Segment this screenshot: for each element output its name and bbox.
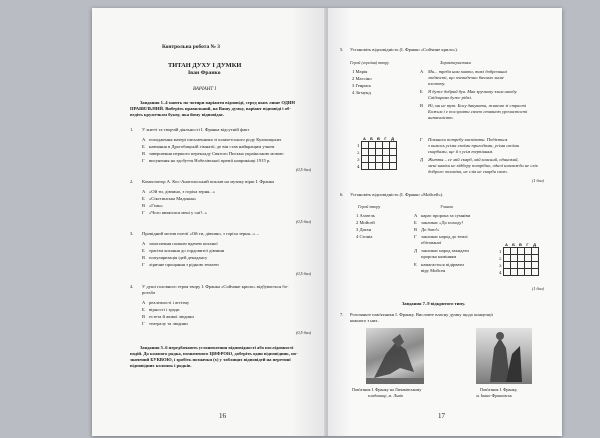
ivano-frankivsk-monument-photo: [476, 328, 532, 384]
q6-score: (1 бал): [532, 286, 544, 291]
q6-cell[interactable]: [531, 269, 538, 276]
q5-char-d-line-3: скарбами, ще й з усім терпінням.: [428, 149, 494, 154]
q5-cell[interactable]: [361, 163, 368, 170]
q2-option-b[interactable]: Б «Сікстинська Мадонна»: [142, 196, 197, 201]
q1-text: У житті та творчій діяльності І. Франка відсутній факт: [142, 127, 250, 132]
q5-answer-grid: А Б В Г Д 1 2 3 4: [354, 136, 397, 170]
q6-hero-1: 1 Азазель: [356, 213, 375, 218]
caption-if-line-1: Пам'ятник І. Франку,: [480, 387, 518, 392]
q6-cell[interactable]: [524, 248, 531, 255]
q5-char-c-line-1: Ні, ми не тут. Богу дякувати, живемо зі страсті: [428, 103, 527, 108]
q5-char-c-letter: В: [420, 103, 424, 108]
q1-option-c[interactable]: В завершення першого перекладу Святого Письма українською мовою: [142, 151, 284, 156]
q4-option-c[interactable]: В естета й живої людини: [142, 314, 194, 319]
q5-char-a-line-2: людкості, що очевидечно бачимо лише: [428, 75, 504, 80]
q5-cell[interactable]: [375, 142, 382, 149]
book-spread: [92, 8, 562, 436]
q2-option-a[interactable]: А «Ой ти, дівчино, з горіха зерня...»: [142, 189, 215, 194]
q4-option-d[interactable]: Г театралу та людини: [142, 321, 188, 326]
lviv-monument-photo: [366, 328, 424, 384]
q5-cell[interactable]: [389, 142, 396, 149]
q4-text-cont: ротьба: [142, 290, 156, 295]
q1-option-d[interactable]: Г висунення на здобуття Нобелівської премії наприкінці 1915 р.: [142, 158, 271, 163]
q7-text: Розгляньте пам'ятники І. Франку. Висловте власну думку щодо концепції: [350, 312, 493, 317]
q5-char-e-line-1: Життя – се мій скарб, мій власний, одинокий,: [428, 157, 519, 162]
q6-hero-4: 4 Стоніа: [356, 234, 373, 239]
q5-char-b-line-2: Свідоцтва дуже рідкі.: [428, 95, 473, 100]
instructions2-line-4: відповідних колонок і рядків.: [130, 363, 192, 368]
instructions2-line-3: значений БУКВОЮ, і зробіть позначки (х) у таблицях відповідей на перетині: [130, 357, 291, 362]
q6-cell[interactable]: [531, 262, 538, 269]
q4-option-a[interactable]: А реалізмості і аттізму: [142, 300, 190, 305]
q6-cell[interactable]: [517, 269, 524, 276]
q6-act-c-cont: обітованої: [421, 240, 442, 245]
instructions-line-1: Завдання 1–4 мають по чотири варіанти відповіді, серед яких лише ОДИН: [140, 100, 295, 105]
test-header: Контрольна робота № 3: [162, 44, 220, 50]
q2-score: (0,5 бал): [296, 219, 312, 224]
instructions2-line-2: подій. До кожного рядка, позначеного ЦИФРОЮ, доберіть один відповідник, по-: [130, 351, 298, 356]
q2-option-d[interactable]: Г «Чого являєшся мені у сні?..»: [142, 210, 207, 215]
q5-cell[interactable]: [375, 149, 382, 156]
q5-col-chars: Характеристики: [440, 60, 471, 65]
q6-cell[interactable]: [524, 262, 531, 269]
q5-cell[interactable]: [389, 149, 396, 156]
q6-cell[interactable]: [510, 255, 517, 262]
q5-hero-1: 1 Марія: [352, 69, 368, 74]
q5-cell[interactable]: [368, 142, 375, 149]
q5-char-b-line-1: Я дуже добрий був. Мав зручнову злим шкоду.: [428, 89, 518, 94]
q6-act-b: Б закликає «До походу!: [414, 220, 464, 225]
q5-cell[interactable]: [375, 163, 382, 170]
author: Іван Франко: [188, 70, 221, 76]
q5-hero-4: 4 Зігмунд: [352, 90, 371, 95]
q5-cell[interactable]: [361, 149, 368, 156]
q3-number: 3.: [130, 231, 134, 236]
q5-cell[interactable]: [368, 156, 375, 163]
q1-option-b[interactable]: Б навчання в Дрогобицькій гімназії, де він став найкращим учнем: [142, 144, 275, 149]
q6-cell[interactable]: [510, 248, 517, 255]
q1-number: 1.: [130, 127, 134, 132]
q5-char-b-letter: Б: [420, 89, 423, 94]
caption-if-line-2: м. Івано-Франківськ: [476, 393, 512, 398]
q5-col-heroes: Герой (героїня) твору: [350, 60, 389, 65]
q5-cell[interactable]: [382, 142, 389, 149]
q6-number: 6.: [340, 192, 344, 197]
instructions-line-3: ведіть кружечком букву, яка йому відповідає.: [130, 112, 225, 117]
q5-char-e-letter: Д: [420, 157, 424, 162]
q7-text-cont: кожного з них.: [350, 318, 379, 323]
q5-char-a-line-3: клопоту.: [428, 81, 446, 86]
q6-cell[interactable]: [503, 255, 510, 262]
q6-cell[interactable]: [517, 248, 524, 255]
q6-hero-3: 3 Датан: [356, 227, 372, 232]
q2-number: 2.: [130, 179, 134, 184]
caption-lviv-line-1: Пам'ятник І. Франку на Личаківському: [352, 387, 422, 392]
q6-cell[interactable]: [531, 255, 538, 262]
q5-char-c-line-2: Божим і є послухати своєю ставною урочистості: [428, 109, 528, 114]
q4-option-b[interactable]: Б вірності і зради: [142, 307, 180, 312]
q6-cell[interactable]: [510, 269, 517, 276]
q6-cell[interactable]: [510, 262, 517, 269]
q5-hero-3: 3 Генрись: [352, 83, 372, 88]
q4-text: У душі головного героя твору І. Франка «Сойчине крило» відбувається бо-: [142, 284, 289, 289]
q6-act-d-cont: пророка камінням: [421, 254, 457, 259]
q6-answer-grid: А Б В Г Д 1 2 3 4: [496, 242, 539, 276]
q6-col-acts: Учинок: [440, 204, 454, 209]
page-number-right: 17: [438, 412, 445, 420]
lviv-monument-figure: [366, 328, 424, 384]
q4-score: (0,5 бал): [296, 330, 312, 335]
q1-option-a[interactable]: А походження матері письменника зі шляхетського роду Кульчицьких: [142, 137, 282, 142]
q6-cell[interactable]: [503, 269, 510, 276]
q5-char-d-line-2: з кимось усіма своїми пригодами, усіма своїми: [428, 143, 520, 148]
q6-cell[interactable]: [524, 255, 531, 262]
q5-char-a-letter: А: [420, 69, 424, 74]
q3-score: (0,5 бал): [296, 271, 312, 276]
q6-act-e-cont: віру Мойсея: [421, 268, 446, 273]
q6-act-d: Д закликає народ закидати: [414, 248, 469, 253]
q3-option-b[interactable]: Б трагізм кохання до гордовитої дівчини: [142, 248, 225, 253]
q6-cell[interactable]: [503, 248, 510, 255]
q5-cell[interactable]: [382, 149, 389, 156]
q5-char-e-line-3: доброго чоловіка, не слів не скарби свою.: [428, 169, 508, 174]
q5-cell[interactable]: [382, 156, 389, 163]
q5-cell[interactable]: [389, 163, 396, 170]
q5-cell[interactable]: [382, 163, 389, 170]
q5-cell[interactable]: [368, 149, 375, 156]
q5-char-d-line-1: Покинеш потребу виспівати. Подіється: [428, 137, 508, 142]
q6-cell[interactable]: [531, 248, 538, 255]
q3-option-c[interactable]: В популяризація ідей декадансу: [142, 255, 208, 260]
q6-cell[interactable]: [517, 255, 524, 262]
left-page: [92, 8, 326, 436]
q4-number: 4.: [130, 284, 134, 289]
q5-char-d-letter: Г: [420, 137, 423, 142]
q5-char-c-line-3: античністю.: [428, 115, 454, 120]
q6-act-e: Е намагається підірвати: [414, 262, 464, 267]
q6-act-a: А карає пророка за сумніви: [414, 213, 471, 218]
q6-act-b-cont: В До бою!»: [414, 227, 440, 232]
q7-number: 7.: [340, 312, 344, 317]
ivano-frankivsk-monument-figure: [476, 328, 532, 384]
q5-char-e-line-2: мені навіки не відберу потрібно, одної назавжди не слів: [428, 163, 538, 168]
q5-cell[interactable]: [389, 156, 396, 163]
q5-score: (1 бал): [532, 178, 544, 183]
q6-text: Установіть відповідність (І. Франко «Мойсей»).: [350, 192, 444, 197]
q2-text: Композитор А. Кос-Анатольський поклав на музику вірш І. Франка: [142, 179, 275, 184]
instructions3: Завдання 7–9 відкритого типу.: [402, 301, 466, 306]
q6-cell[interactable]: [503, 262, 510, 269]
q5-cell[interactable]: [361, 142, 368, 149]
q6-act-c: Г закликає народ до землі: [414, 234, 468, 239]
page-title: ТИТАН ДУХУ І ДУМКИ: [168, 62, 242, 69]
q5-cell[interactable]: [375, 156, 382, 163]
caption-lviv-line-2: кладовищі, м. Львів: [368, 393, 403, 398]
q6-cell[interactable]: [524, 269, 531, 276]
page-number-left: 16: [219, 412, 226, 420]
q3-text: Провідний мотив поезії «Ой ти, дівчино, з горіха зерня...» –: [142, 231, 259, 236]
q6-col-heroes: Герой твору: [358, 204, 381, 209]
q2-option-c[interactable]: В «Гімн»: [142, 203, 163, 208]
q5-cell[interactable]: [361, 156, 368, 163]
q1-score: (0,5 бал): [296, 167, 312, 172]
q5-hero-2: 2 Массіно: [352, 76, 372, 81]
instructions-line-2: ПРАВИЛЬНИЙ. Виберіть правильний, на Вашу думку, варіант відповіді і об-: [130, 106, 291, 111]
q6-hero-2: 2 Мойсей: [356, 220, 375, 225]
q6-cell[interactable]: [517, 262, 524, 269]
instructions2-line-1: Завдання 5–6 передбачають установлення відповідності або послідовності: [140, 345, 294, 350]
q5-cell[interactable]: [368, 163, 375, 170]
variant: ВАРІАНТ І: [193, 87, 216, 92]
q5-text: Установіть відповідність (І. Франко «Сойчине крило»).: [350, 47, 458, 52]
q5-number: 5.: [340, 47, 344, 52]
right-page: [328, 8, 562, 436]
q5-char-a-line-1: Ми... треба нам знати, такі доброчинні: [428, 69, 507, 74]
q3-option-a[interactable]: А захоплення палкою вдачею коханої: [142, 241, 218, 246]
q3-option-d[interactable]: Г ліричне прощання з рідною землею: [142, 262, 219, 267]
